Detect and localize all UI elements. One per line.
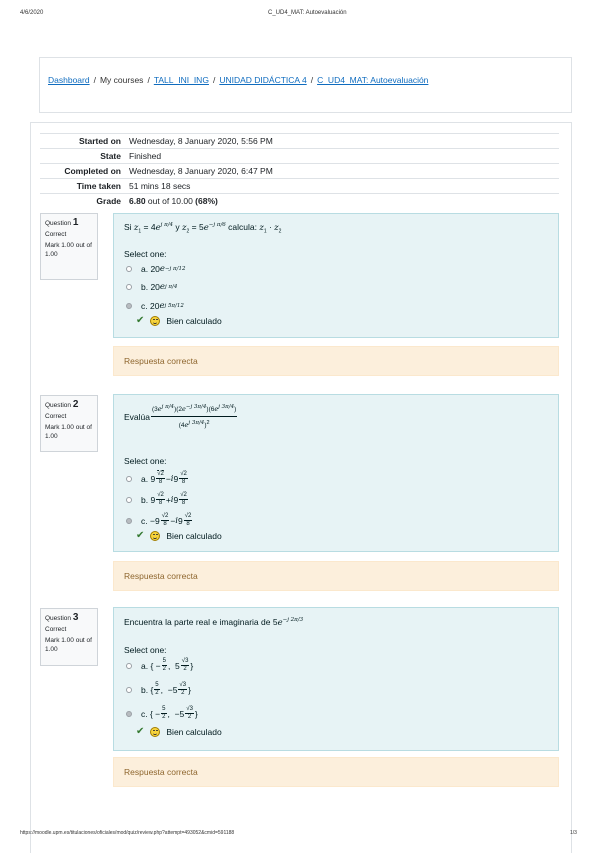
- question-label: Question: [45, 220, 72, 227]
- select-one-label: Select one:: [124, 645, 167, 655]
- answer-option-b[interactable]: b. { $\frac{5}{2}$ , −5 $\frac{√3}{2}$ }: [126, 682, 191, 697]
- summary-row: [40, 134, 559, 149]
- print-page-number: 1/3: [570, 830, 577, 836]
- grade-value: [125, 194, 559, 209]
- summary-label: State: [100, 151, 121, 161]
- question-text-prefix: Si: [124, 222, 134, 232]
- check-icon: ✔: [136, 315, 145, 326]
- question-state: Correct: [45, 413, 67, 420]
- option-letter: c.: [141, 515, 148, 526]
- breadcrumb-separator: /: [147, 75, 150, 85]
- summary-value: Finished: [129, 151, 162, 161]
- print-url: https://moodle.upm.es/titulaciones/oficiales/mod/quiz/review.php?attempt=493052&cmid=591188: [20, 830, 235, 836]
- question-text: Si $z_1 = 4e^{j \pi/4}$ y $z_2 = 5e^{-j \pi/6}$ calcula: $z_1 \cdot z_2$: [124, 222, 282, 235]
- outcome-text: Respuesta correcta: [124, 767, 198, 777]
- smiley-icon: [150, 727, 160, 737]
- question-text-prefix: Evalúa: [124, 411, 150, 422]
- option-letter: b.: [141, 282, 149, 292]
- answer-option-b[interactable]: b. 9 $\frac{√2}{8}$ + i 9 $\frac{√2}{8}$: [126, 492, 189, 507]
- option-letter: b.: [141, 494, 149, 505]
- select-one-label: Select one:: [124, 249, 167, 259]
- summary-value: Wednesday, 8 January 2020, 6:47 PM: [129, 166, 273, 176]
- grade-out-of: out of 10.00: [145, 196, 196, 206]
- radio-a[interactable]: [126, 476, 132, 482]
- breadcrumb-course[interactable]: TALL_INI_ING: [153, 75, 209, 85]
- smiley-icon: [150, 531, 160, 541]
- question-info: [40, 395, 98, 452]
- answer-feedback: [136, 530, 222, 541]
- radio-b[interactable]: [126, 497, 132, 503]
- radio-a[interactable]: [126, 266, 132, 272]
- radio-b[interactable]: [126, 687, 132, 693]
- question-number: 2: [72, 399, 79, 410]
- answer-feedback: [136, 315, 222, 326]
- summary-row: [40, 194, 559, 209]
- answer-option-a[interactable]: a. 20 e −j π/12: [126, 264, 185, 274]
- summary-label: Started on: [78, 136, 121, 146]
- question-label: Question: [45, 402, 72, 409]
- breadcrumb-separator: /: [310, 75, 314, 85]
- question-number: 3: [72, 612, 79, 623]
- print-date: 4/6/2020: [20, 10, 44, 16]
- question-text-mid: calcula:: [225, 222, 260, 232]
- breadcrumb-unit[interactable]: UNIDAD DIDÁCTICA 4: [219, 75, 307, 85]
- breadcrumb-card: [39, 57, 572, 113]
- summary-label: Grade: [96, 196, 121, 206]
- summary-row: [40, 164, 559, 179]
- check-icon: ✔: [136, 530, 145, 541]
- question-mark: Mark 1.00 out of 1.00: [45, 424, 92, 440]
- question-text: Encuentra la parte real e imaginaria de $5e^{-j 2\pi/3}$: [124, 617, 304, 628]
- breadcrumb-quiz[interactable]: C_UD4_MAT: Autoevaluación: [317, 75, 429, 85]
- select-one-label: Select one:: [124, 456, 167, 466]
- answer-option-c[interactable]: c. { − $\frac{5}{2}$ , −5 $\frac{√3}{2}$ }: [126, 706, 198, 721]
- question-text: Evalúa $\frac{(3e^{j \pi/4})(2e^{-j 3\pi/4})(6e^{j 3\pi/4})}{(4e^{j 3\pi/4})^2}$: [124, 401, 238, 432]
- option-letter: a.: [141, 473, 149, 484]
- question-formulation: [113, 394, 559, 552]
- answer-option-c[interactable]: c. −9 $\frac{√2}{8}$ − i 9 $\frac{√2}{8}$: [126, 513, 193, 528]
- summary-label: Completed on: [64, 166, 121, 176]
- option-letter: c.: [141, 301, 148, 311]
- answer-option-a[interactable]: a. 9 $\frac{√2}{8}$ − i 9 $\frac{√2}{8}$: [126, 471, 189, 486]
- option-letter: a.: [141, 264, 149, 274]
- radio-c-selected[interactable]: [126, 303, 132, 309]
- outcome-text: Respuesta correcta: [124, 356, 198, 366]
- breadcrumb-separator: /: [212, 75, 216, 85]
- feedback-text: Bien calculado: [166, 726, 222, 737]
- question-mark: Mark 1.00 out of 1.00: [45, 637, 92, 653]
- check-icon: ✔: [136, 726, 145, 737]
- breadcrumb: [48, 75, 428, 85]
- question-state: Correct: [45, 231, 67, 238]
- answer-option-c[interactable]: c. 20 e j 5π/12: [126, 301, 184, 311]
- question-outcome: [113, 561, 559, 591]
- summary-label: Time taken: [76, 181, 121, 191]
- answer-option-a[interactable]: a. { − $\frac{5}{2}$ , 5 $\frac{√3}{2}$ }: [126, 658, 193, 673]
- radio-a[interactable]: [126, 663, 132, 669]
- question-info: [40, 608, 98, 666]
- radio-c-selected[interactable]: [126, 518, 132, 524]
- question-number: 1: [72, 217, 79, 228]
- summary-value: Wednesday, 8 January 2020, 5:56 PM: [129, 136, 273, 146]
- question-mark: Mark 1.00 out of 1.00: [45, 242, 92, 258]
- breadcrumb-my-courses: My courses: [99, 75, 144, 85]
- grade-score: 6.80: [129, 196, 146, 206]
- breadcrumb-separator: /: [93, 75, 96, 85]
- outcome-text: Respuesta correcta: [124, 571, 198, 581]
- option-letter: c.: [141, 708, 148, 719]
- radio-c-selected[interactable]: [126, 711, 132, 717]
- summary-value: 51 mins 18 secs: [129, 181, 191, 191]
- print-title: C_UD4_MAT: Autoevaluación: [268, 10, 347, 16]
- question-text-prefix: Encuentra la parte real e imaginaria de: [124, 617, 273, 627]
- smiley-icon: [150, 316, 160, 326]
- grade-percent: (68%): [195, 196, 218, 206]
- feedback-text: Bien calculado: [166, 315, 222, 326]
- attempt-summary-table: [40, 133, 559, 208]
- answer-option-b[interactable]: b. 20 e j π/4: [126, 282, 177, 292]
- breadcrumb-dashboard[interactable]: Dashboard: [48, 75, 90, 85]
- summary-row: [40, 179, 559, 194]
- summary-row: [40, 149, 559, 164]
- feedback-text: Bien calculado: [166, 530, 222, 541]
- answer-feedback: [136, 726, 222, 737]
- question-outcome: [113, 757, 559, 787]
- question-info: [40, 213, 98, 280]
- radio-b[interactable]: [126, 284, 132, 290]
- question-label: Question: [45, 615, 72, 622]
- question-formulation: [113, 213, 559, 338]
- option-letter: b.: [141, 684, 149, 695]
- question-outcome: [113, 346, 559, 376]
- question-state: Correct: [45, 626, 67, 633]
- question-formulation: [113, 607, 559, 751]
- option-letter: a.: [141, 660, 149, 671]
